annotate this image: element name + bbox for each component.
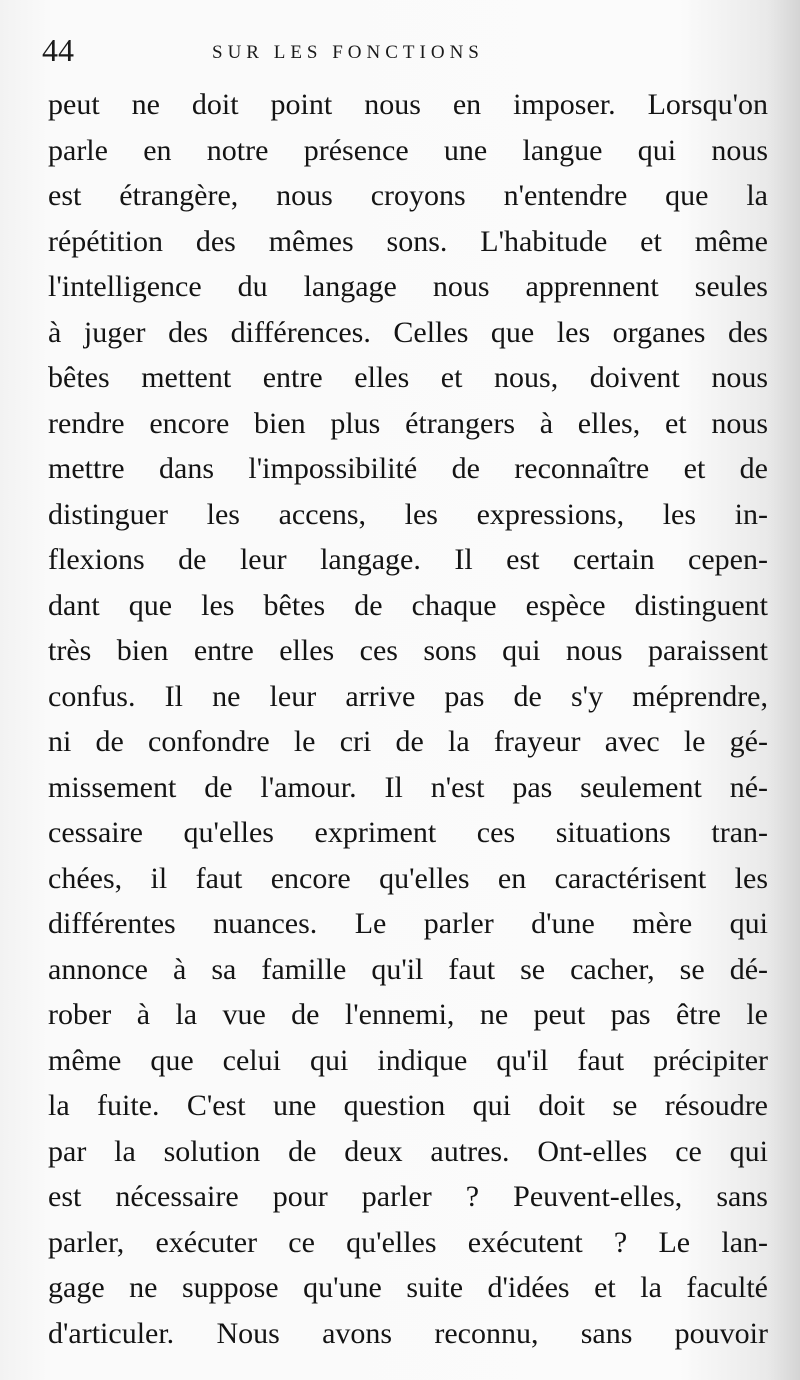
text-line: confus. Il ne leur arrive pas de s'y méprendre, [48,679,768,713]
page-header [42,32,762,76]
text-line: rober à la vue de l'ennemi, ne peut pas être le [48,998,768,1031]
text-line: peut ne doit point nous en imposer. Lorsqu'on [48,88,768,121]
text-line: parle en notre présence une langue qui nous [48,133,768,167]
running-head: SUR LES FONCTIONS [212,42,484,63]
text-line: bêtes mettent entre elles et nous, doivent nous [48,361,768,394]
page-number: 44 [42,32,74,68]
text-line: l'intelligence du langage nous apprennent seules [48,270,768,303]
text-line: mettre dans l'impossibilité de reconnaître et de [48,452,768,485]
text-line: répétition des mêmes sons. L'habitude et même [48,224,768,258]
text-line: missement de l'amour. Il n'est pas seulement né- [48,770,768,804]
text-line: d'articuler. Nous avons reconnu, sans pouvoir [48,1316,768,1350]
text-line: très bien entre elles ces sons qui nous paraissent [48,634,768,667]
text-line: chées, il faut encore qu'elles en caractérisent les [48,861,768,895]
text-line: même que celui qui indique qu'il faut précipiter [48,1043,768,1077]
text-line: à juger des différences. Celles que les organes des [48,315,768,349]
text-line: ni de confondre le cri de la frayeur avec le gé- [48,725,768,758]
text-line: la fuite. C'est une question qui doit se résoudre [48,1089,768,1122]
text-line: différentes nuances. Le parler d'une mère qui [48,907,768,940]
text-line: annonce à sa famille qu'il faut se cacher, se dé- [48,952,768,986]
text-line: est étrangère, nous croyons n'entendre que la [48,179,768,212]
text-line: par la solution de deux autres. Ont-elles ce qui [48,1134,768,1168]
body-text [48,82,768,1356]
text-line: est nécessaire pour parler ? Peuvent-elles, sans [48,1180,768,1213]
text-line: parler, exécuter ce qu'elles exécutent ? Le lan- [48,1225,768,1259]
text-line: rendre encore bien plus étrangers à elles, et nous [48,406,768,440]
text-line: cessaire qu'elles expriment ces situations tran- [48,816,768,849]
text-line: flexions de leur langage. Il est certain cepen- [48,543,768,576]
text-line: gage ne suppose qu'une suite d'idées et la faculté [48,1271,768,1304]
text-line: distinguer les accens, les expressions, les in- [48,497,768,531]
text-line: dant que les bêtes de chaque espèce distinguent [48,588,768,622]
